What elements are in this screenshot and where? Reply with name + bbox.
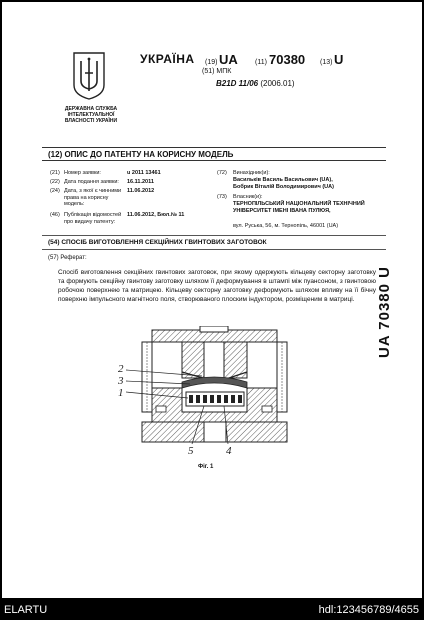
ipc-class: B21D 11/06 (2006.01) bbox=[216, 79, 295, 88]
country-name: УКРАЇНА bbox=[140, 52, 195, 66]
inventors-label: Винахідник(и): bbox=[233, 170, 270, 176]
bib-code: (73) bbox=[217, 194, 227, 200]
technical-drawing bbox=[112, 326, 312, 456]
bib-label: Номер заявки: bbox=[64, 170, 101, 176]
trident-emblem-icon bbox=[72, 51, 106, 101]
bib-code: (46) bbox=[50, 212, 60, 218]
doc-number: 70380 bbox=[269, 52, 306, 67]
ipc-label: (51) МПК bbox=[202, 68, 232, 75]
bib-label: Дата подання заявки: bbox=[64, 179, 119, 185]
abstract-text: Спосіб виготовлення секційних гвинтових заготовок, при якому одержують кільцеву секторну заготовку та формують секційну гвинтову заготовку шляхом її деформування в штампі між пуансоном, з гвинтовою робочою поверхнею та матрицею. Кільцеву секторну заготовку деформують шляхом впливу на її бічну поверхню імпульсного магнітного поля, створюваного плоским індуктором, розміщеним в матриці. bbox=[58, 269, 376, 303]
code-19: (19) bbox=[205, 59, 218, 66]
rights-date: 11.06.2012 bbox=[127, 188, 155, 194]
inventor-name: Васильків Василь Васильович (UA), bbox=[233, 177, 333, 183]
doc-country: UA bbox=[219, 52, 238, 67]
code-13: (13) bbox=[320, 59, 333, 66]
figure-label: 3 bbox=[118, 375, 124, 387]
bib-code: (72) bbox=[217, 170, 227, 176]
code-11: (11) bbox=[255, 59, 267, 66]
bib-label: Публікація відомостей про видачу патенту: bbox=[64, 212, 122, 225]
patent-page bbox=[2, 2, 422, 598]
inventor-name: Бобрик Віталій Володимирович (UA) bbox=[233, 184, 334, 190]
footer-repository: ELARTU bbox=[4, 604, 48, 616]
doc-kind: U bbox=[334, 52, 344, 67]
bib-code: (24) bbox=[50, 188, 60, 194]
abstract-label: (57) Реферат: bbox=[48, 255, 87, 261]
bib-label: Дата, з якої є чинними права на корисну модель: bbox=[64, 188, 122, 207]
document-type-title: (12) ОПИС ДО ПАТЕНТУ НА КОРИСНУ МОДЕЛЬ bbox=[42, 147, 386, 161]
footer-bar bbox=[0, 600, 424, 620]
divider bbox=[42, 235, 386, 236]
footer-handle: hdl:123456789/4655 bbox=[318, 604, 419, 616]
publication-date: 11.06.2012, Бюл.№ 11 bbox=[127, 212, 185, 218]
figure-label: 2 bbox=[118, 363, 124, 375]
vertical-doc-id: UA 70380 U bbox=[376, 266, 393, 358]
bib-code: (21) bbox=[50, 170, 60, 176]
agency-name: ДЕРЖАВНА СЛУЖБА ІНТЕЛЕКТУАЛЬНОЇ ВЛАСНОСТІ УКРАЇНИ bbox=[64, 106, 118, 124]
owner-name: ТЕРНОПІЛЬСЬКИЙ НАЦІОНАЛЬНИЙ ТЕХНІЧНИЙ УНІВЕРСИТЕТ ІМЕНІ ІВАНА ПУЛЮЯ, bbox=[233, 201, 365, 214]
owner-address: вул. Руська, 56, м. Тернопіль, 46001 (UA) bbox=[233, 223, 339, 229]
filing-date: 16.11.2011 bbox=[127, 179, 154, 185]
figure-label: 5 bbox=[188, 445, 194, 456]
owner-label: Власник(и): bbox=[233, 194, 263, 200]
application-number: u 2011 13461 bbox=[127, 170, 161, 176]
figure-caption: Фіг. 1 bbox=[198, 464, 214, 470]
bib-code: (22) bbox=[50, 179, 60, 185]
figure-label: 4 bbox=[226, 445, 232, 456]
divider bbox=[42, 249, 386, 250]
figure-label: 1 bbox=[118, 387, 124, 399]
invention-title: (54) СПОСІБ ВИГОТОВЛЕННЯ СЕКЦІЙНИХ ГВИНТОВИХ ЗАГОТОВОК bbox=[48, 239, 267, 246]
